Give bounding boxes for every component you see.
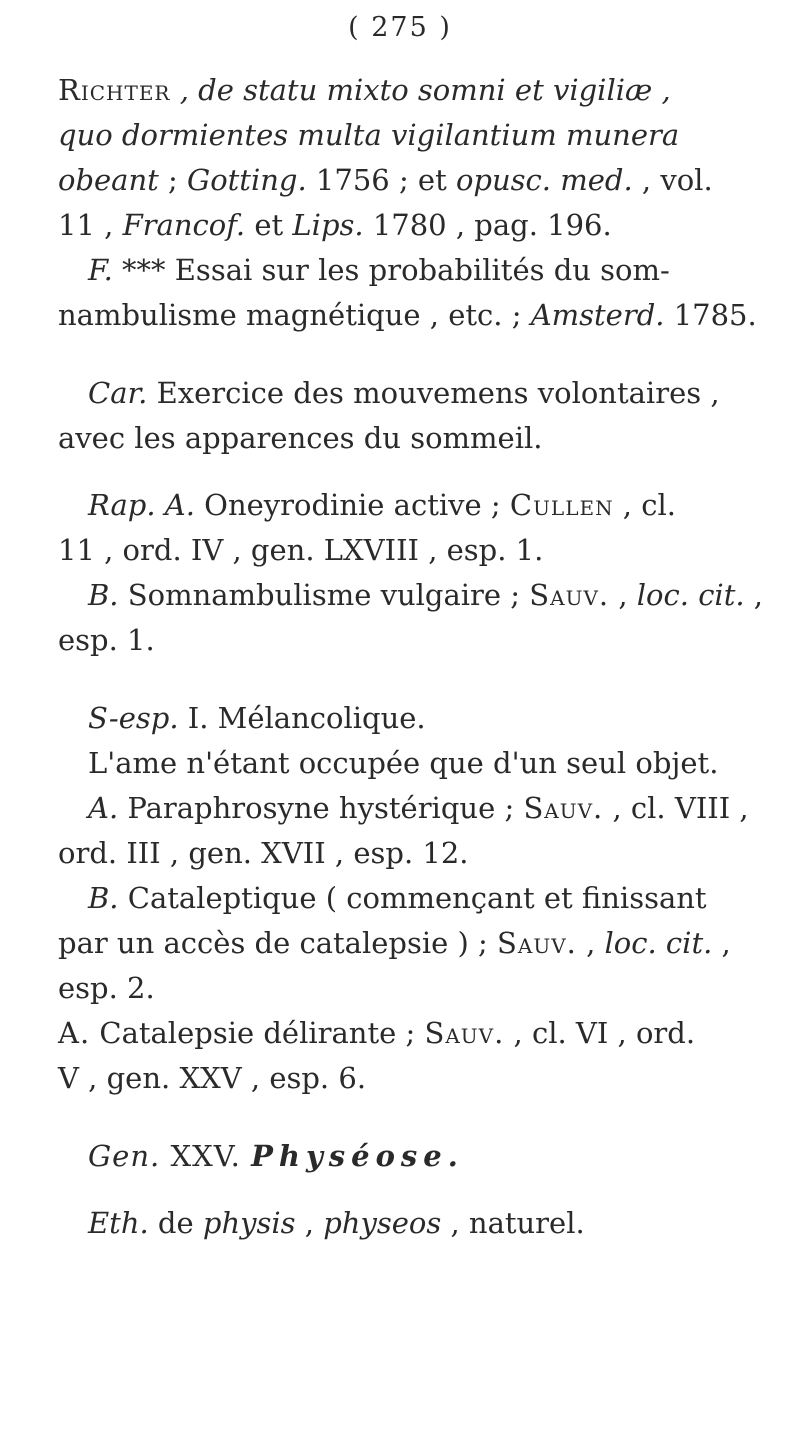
text-line: V , gen. XXV , esp. 6.: [58, 1061, 367, 1095]
text-line: B. Somnambulisme vulgaire ; Sauv. , loc. cit. ,: [88, 578, 764, 612]
text-line: B. Cataleptique ( commençant et finissant: [88, 881, 707, 915]
text-line: esp. 2.: [58, 971, 155, 1005]
richter-reference: [58, 68, 764, 1246]
text-line: Rap. A. Oneyrodinie active ; Cullen , cl.: [88, 488, 676, 522]
text-line: ord. III , gen. XVII , esp. 12.: [58, 836, 469, 870]
text-line: avec les apparences du sommeil.: [58, 421, 543, 455]
text-line: S-esp. I. Mélancolique.: [88, 701, 426, 735]
section-label-rap: Rap. A.: [88, 488, 195, 522]
text-line: nambulisme magnétique , etc. ; Amsterd. 1785.: [58, 298, 757, 332]
etymology-line: Eth. de physis , physeos , naturel.: [88, 1206, 585, 1240]
page-number: ( 275 ): [348, 12, 452, 43]
section-label-sesp: S-esp.: [88, 701, 179, 735]
section-label-car: Car.: [88, 376, 148, 410]
text-line: F. *** Essai sur les probabilités du som-: [88, 253, 670, 287]
text-line: A. Catalepsie délirante ; Sauv. , cl. VI , ord.: [58, 1016, 696, 1050]
text-line: L'ame n'étant occupée que d'un seul objet.: [88, 746, 719, 780]
text-line: 11 , Francof. et Lips. 1780 , pag. 196.: [58, 208, 612, 242]
text-line: par un accès de catalepsie ) ; Sauv. , loc. cit. ,: [58, 926, 731, 960]
text-line: A. Paraphrosyne hystérique ; Sauv. , cl. VIII ,: [88, 791, 749, 825]
text-line: esp. 1.: [58, 623, 155, 657]
text-line: [58, 68, 758, 113]
title-text: , de statu mixto somni et vigiliæ ,: [170, 73, 671, 107]
text-line: 11 , ord. IV , gen. LXVIII , esp. 1.: [58, 533, 544, 567]
text-line: obeant ; Gotting. 1756 ; et opusc. med. , vol.: [58, 163, 713, 197]
author-name: Richter: [58, 73, 171, 107]
genus-heading: Gen. XXV. Physéose.: [88, 1139, 464, 1173]
text-line: Car. Exercice des mouvemens volontaires ,: [88, 376, 720, 410]
text-line: quo dormientes multa vigilantium munera: [58, 118, 680, 152]
